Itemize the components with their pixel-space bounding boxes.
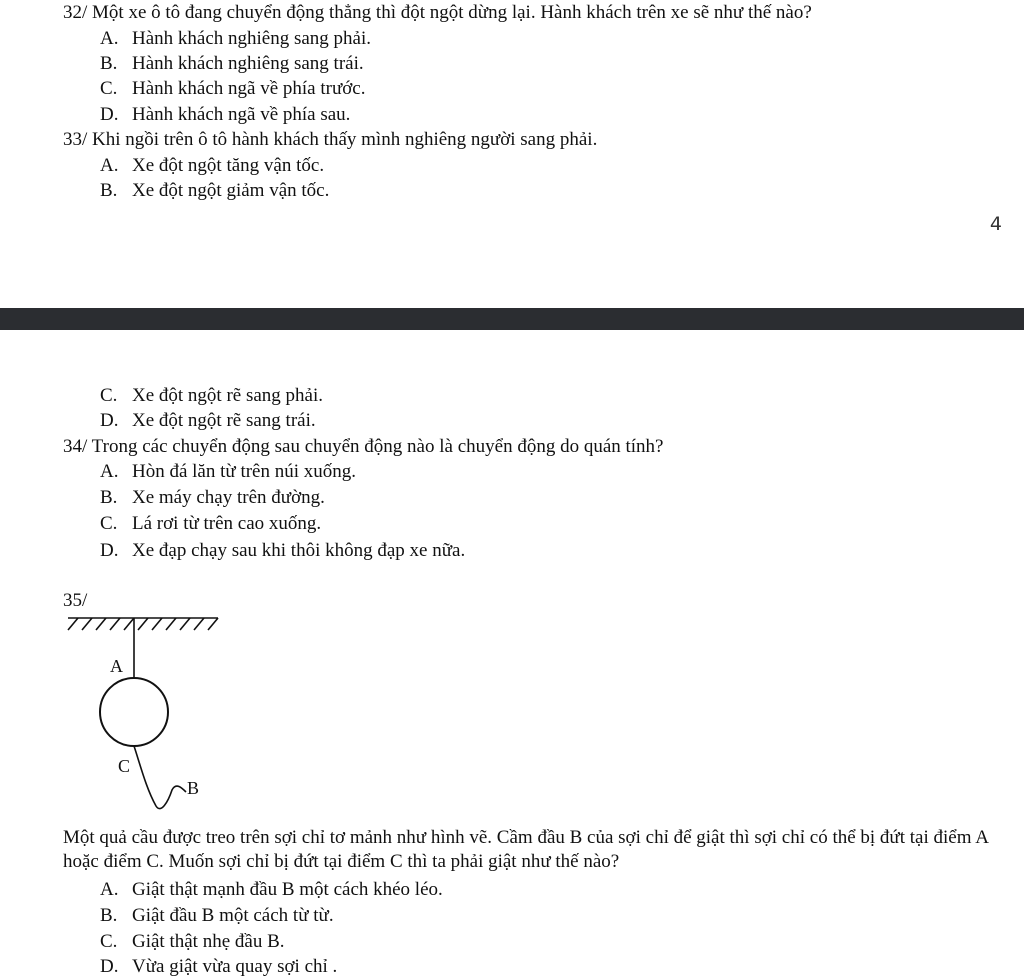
page-number: 4	[989, 213, 1002, 235]
option-letter: D.	[100, 956, 119, 977]
ball	[100, 678, 168, 746]
option-letter: B.	[100, 180, 118, 201]
q33-option-a	[100, 155, 324, 177]
option-text: Giật thật nhẹ đầu B.	[132, 931, 285, 952]
option-letter: C.	[100, 385, 118, 406]
q32-option-d	[100, 104, 350, 126]
option-letter: B.	[100, 487, 118, 508]
question-33: 33/ Khi ngồi trên ô tô hành khách thấy mình nghiêng người sang phải.	[63, 129, 598, 150]
point-c-label: C	[118, 756, 131, 776]
question-34: 34/ Trong các chuyển động sau chuyển động nào là chuyển động do quán tính?	[63, 436, 664, 457]
option-letter: A.	[100, 155, 119, 176]
option-text: Xe máy chạy trên đường.	[132, 487, 325, 508]
page-divider	[0, 308, 1024, 330]
option-letter: B.	[100, 53, 118, 74]
q35-option-b	[100, 905, 334, 927]
question-32: 32/ Một xe ô tô đang chuyển động thẳng thì đột ngột dừng lại. Hành khách trên xe sẽ như thế nào?	[63, 2, 812, 23]
option-letter: A.	[100, 879, 119, 900]
option-text: Hành khách nghiêng sang phải.	[132, 28, 372, 49]
option-text: Giật đầu B một cách từ từ.	[132, 905, 334, 926]
q34-option-b	[100, 487, 325, 509]
option-letter: C.	[100, 931, 118, 952]
question-35-paragraph: Một quả cầu được treo trên sợi chỉ tơ mảnh như hình vẽ. Cầm đầu B của sợi chỉ để giật thì sợi chỉ có thể bị đứt tại điểm A hoặc điểm C. Muốn sợi chỉ bị đứt tại điểm C thì ta phải giật như thế nào?	[63, 827, 988, 872]
option-text: Lá rơi từ trên cao xuống.	[132, 513, 322, 534]
point-b-label: B	[187, 778, 200, 798]
q34-option-d	[100, 540, 465, 562]
option-text: Hành khách ngã về phía trước.	[132, 78, 366, 99]
q33-option-d	[100, 410, 316, 432]
lower-thread	[134, 746, 186, 809]
option-text: Giật thật mạnh đầu B một cách khéo léo.	[132, 879, 443, 900]
q34-option-c	[100, 513, 321, 535]
option-letter: D.	[100, 104, 119, 125]
q32-option-b	[100, 53, 364, 75]
point-a-label: A	[110, 656, 123, 676]
q35-option-a	[100, 879, 443, 901]
q35-option-c	[100, 931, 285, 953]
q33-option-b	[100, 180, 329, 202]
option-letter: C.	[100, 513, 118, 534]
option-text: Hòn đá lăn từ trên núi xuống.	[132, 461, 357, 482]
option-text: Xe đột ngột rẽ sang phải.	[132, 385, 324, 406]
option-text: Xe đột ngột tăng vận tốc.	[132, 155, 325, 176]
option-letter: D.	[100, 410, 119, 431]
q35-option-d	[100, 956, 337, 978]
option-text: Hành khách ngã về phía sau.	[132, 104, 351, 125]
question-35-label: 35/	[63, 590, 88, 611]
option-text: Xe đột ngột rẽ sang trái.	[132, 410, 316, 431]
option-letter: B.	[100, 905, 118, 926]
option-letter: A.	[100, 461, 119, 482]
q32-option-a	[100, 28, 371, 50]
q34-option-a	[100, 461, 356, 483]
option-text: Xe đạp chạy sau khi thôi không đạp xe nữa.	[132, 540, 466, 561]
option-letter: C.	[100, 78, 118, 99]
q33-option-c	[100, 385, 323, 407]
q32-option-c	[100, 78, 365, 100]
option-letter: A.	[100, 28, 119, 49]
option-text: Vừa giật vừa quay sợi chỉ .	[132, 956, 338, 977]
pendulum-diagram	[60, 606, 230, 816]
option-text: Xe đột ngột giảm vận tốc.	[132, 180, 330, 201]
option-letter: D.	[100, 540, 119, 561]
ceiling	[68, 618, 218, 630]
option-text: Hành khách nghiêng sang trái.	[132, 53, 364, 74]
